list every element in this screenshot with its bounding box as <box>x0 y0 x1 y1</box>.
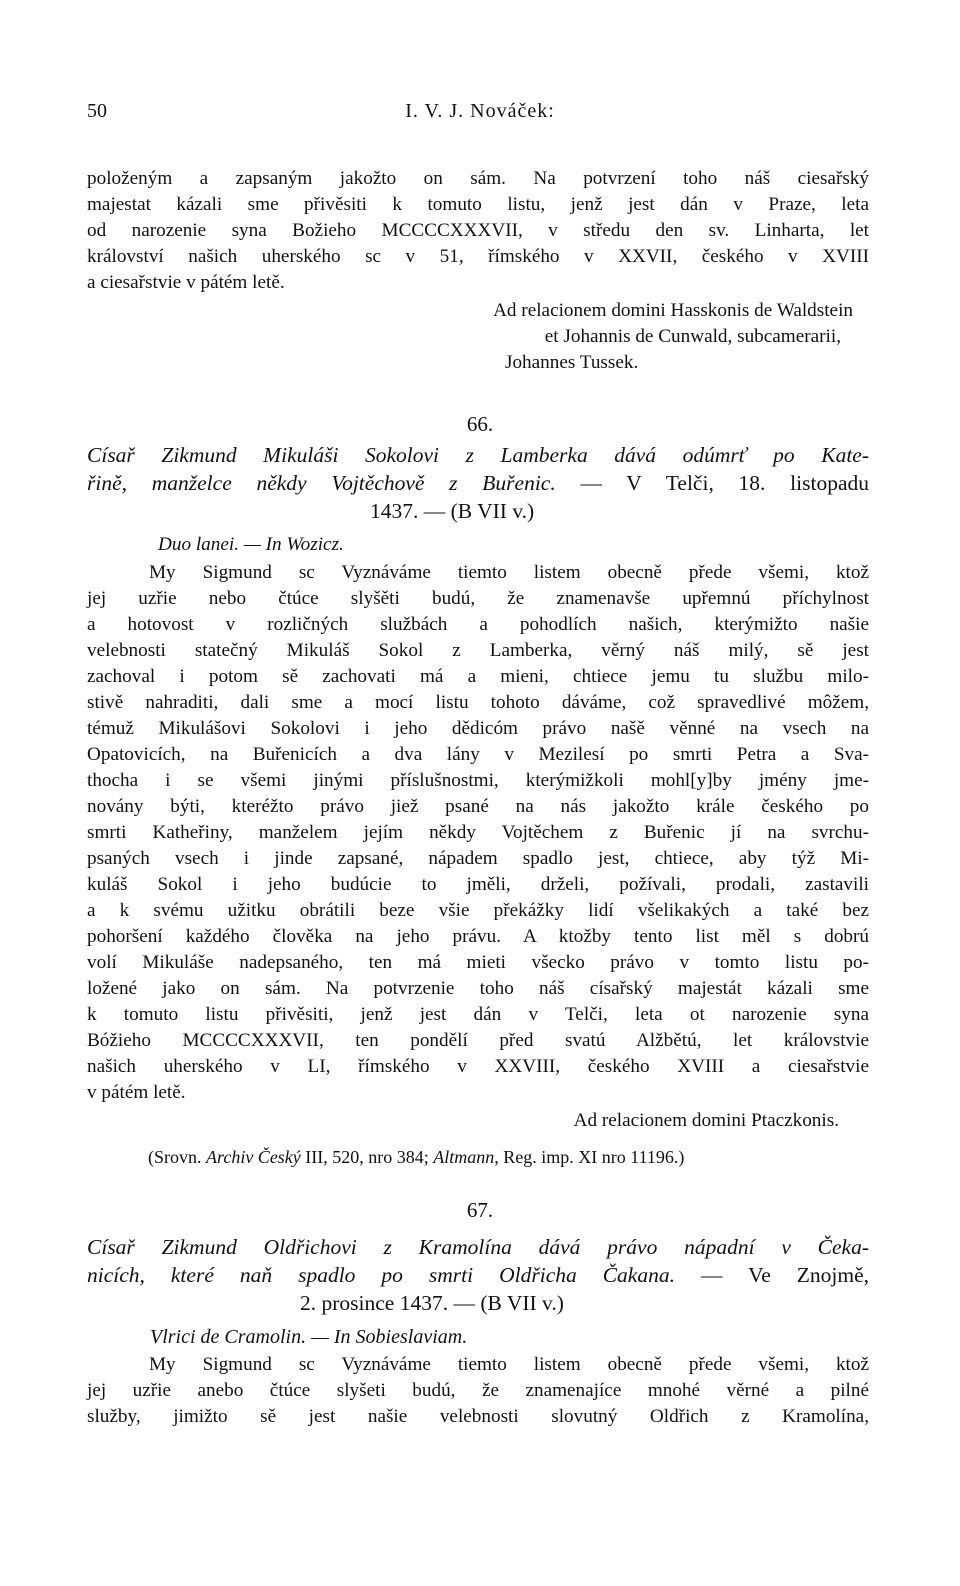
text-line: našich uherského v LI, římského v XXVIII, českého XVIII a ciesařstvie <box>87 1056 869 1077</box>
text-line: psaných vsech i jinde zapsané, nápadem spadlo jest, chtiece, aby týž Mi- <box>87 848 869 869</box>
text-line: a hotovost v rozličných službách a pohodlích našich, kterýmižto našie <box>87 614 869 635</box>
marginal-note: Vlrici de Cramolin. — In Sobieslaviam. <box>150 1326 468 1348</box>
reference-text: III, 520, nro 384; <box>300 1147 434 1167</box>
text-line: volí Mikuláše nadepsaného, ten má mieti všecko právo v tomto listu po- <box>87 952 869 973</box>
document-heading <box>87 442 869 468</box>
text-line: pohoršení každého člověka na jeho právu. A ktožby tento list měl s dobrú <box>87 926 869 947</box>
text-line: položeným a zapsaným jakožto on sám. Na potvrzení toho náš ciesařský <box>87 168 869 189</box>
document-heading <box>87 1262 869 1288</box>
heading-text: nicích, které naň spadlo po smrti Oldřicha Čakana. <box>87 1263 675 1287</box>
heading-date: — V Telči, 18. listopadu <box>555 471 869 495</box>
marginal-note: Duo lanei. — In Wozicz. <box>158 534 344 555</box>
text-line: novány býti, kteréžto právo jiež psané na nás jakožto krále českého po <box>87 796 869 817</box>
text-line: a k svému užitku obrátili beze všie překážky lidí všelikakých a také bez <box>87 900 869 921</box>
reference-note <box>148 1144 870 1170</box>
text-line: k tomuto listu přivěsiti, jenž jest dán v Telči, leta ot narozenie syna <box>87 1004 869 1025</box>
heading-date: 1437. — (B VII v.) <box>370 499 535 523</box>
text-line: velebnosti statečný Mikuláš Sokol z Lamberka, věrný náš milý, sě jest <box>87 640 869 661</box>
text-line: a ciesařstvie v pátém letě. <box>87 272 285 293</box>
reference-source: Altmann <box>433 1147 495 1167</box>
page-number: 50 <box>87 100 107 122</box>
text-line: Opatovicích, na Buřenicích a dva lány v Mezilesí po smrti Petra a Sva- <box>87 744 869 765</box>
text-line: království našich uherského sc v 51, římského v XXVII, českého v XVIII <box>87 246 869 267</box>
relation-line: et Johannis de Cunwald, subcamerarii, <box>544 326 841 347</box>
heading-text: Císař Zikmund Oldřichovi z Kramolína dává právo nápadní v Čeka- <box>87 1235 869 1259</box>
document-heading <box>87 1234 869 1260</box>
text-line: My Sigmund sc Vyznáváme tiemto listem obecně přede všemi, ktož <box>149 562 869 583</box>
reference-text: , Reg. imp. XI nro 11196.) <box>494 1147 685 1167</box>
text-line: majestat kázali sme přivěsiti k tomuto listu, jenž jest dán v Praze, leta <box>87 194 869 215</box>
heading-date: — Ve Znojmě, <box>674 1263 869 1287</box>
page-header <box>0 100 960 130</box>
text-line: jej uzřie nebo čtúce slyšěti budú, že znamenavše upřemnú příchylnost <box>87 588 869 609</box>
document-number: 66. <box>466 412 494 436</box>
text-line: od narozenie syna Božieho MCCCCXXXVII, v středu den sv. Linharta, let <box>87 220 869 241</box>
signature-line: Johannes Tussek. <box>505 352 639 373</box>
text-line: smrti Katheřiny, manželem jejím někdy Vojtěchem z Buřenic jí na svrchu- <box>87 822 869 843</box>
reference-text: (Srovn. <box>148 1147 206 1167</box>
text-line: stivě nahraditi, dali sme a mocí listu tohoto dáváme, což spravedlivé môžem, <box>87 692 869 713</box>
text-line: thocha i se všemi jinými příslušnostmi, kterýmižkoli mohl[y]by jmény jme- <box>87 770 869 791</box>
relation-line: Ad relacionem domini Ptaczkonis. <box>573 1110 839 1131</box>
text-line: ložené jako on sám. Na potvrzenie toho náš císařský majestát kázali sme <box>87 978 869 999</box>
text-line: v pátém letě. <box>87 1082 186 1103</box>
document-heading <box>87 470 869 496</box>
reference-source: Archiv Český <box>206 1147 301 1167</box>
heading-date: 2. prosince 1437. — (B VII v.) <box>300 1291 564 1315</box>
text-line: služby, jimižto sě jest našie velebnosti slovutný Oldřich z Kramolína, <box>87 1406 869 1427</box>
relation-line: Ad relacionem domini Hasskonis de Waldstein <box>493 300 853 321</box>
document-number: 67. <box>466 1198 494 1222</box>
text-line: kuláš Sokol i jeho budúcie to jměli, drželi, požívali, prodali, zastavili <box>87 874 869 895</box>
text-line: jej uzřie anebo čtúce slyšeti budú, že znamenajíce mnohé věrné a pilné <box>87 1380 869 1401</box>
text-line: Bóžieho MCCCCXXXVII, ten pondělí před svatú Alžbětú, let královstvie <box>87 1030 869 1051</box>
running-head: I. V. J. Nováček: <box>405 100 555 122</box>
heading-text: řině, manželce někdy Vojtěchově z Buřenic. <box>87 471 556 495</box>
text-line: My Sigmund sc Vyznáváme tiemto listem obecně přede všemi, ktož <box>149 1354 869 1375</box>
heading-text: Císař Zikmund Mikuláši Sokolovi z Lamberka dává odúmrť po Kate- <box>87 443 869 467</box>
text-line: témuž Mikulášovi Sokolovi i jeho dědicóm právo našě věnné na vsech na <box>87 718 869 739</box>
text-line: zachoval i potom sě zachovati má a mieni, chtiece jemu tu službu milo- <box>87 666 869 687</box>
